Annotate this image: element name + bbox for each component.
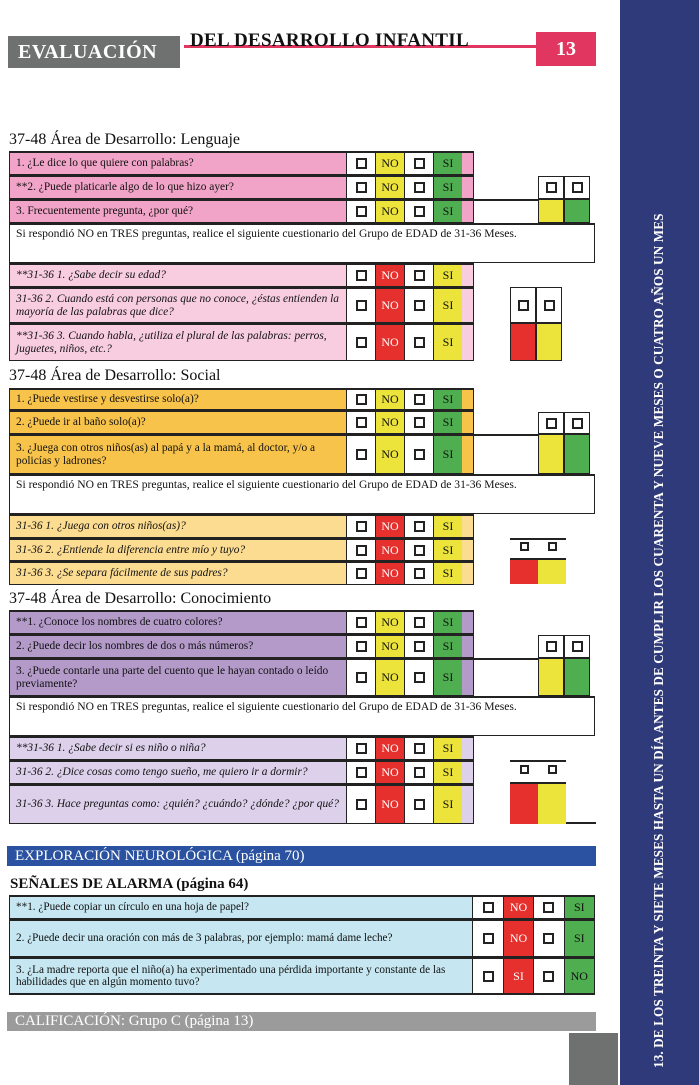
checkbox-no[interactable] bbox=[346, 201, 375, 222]
summary-checkbox[interactable] bbox=[548, 542, 557, 551]
question-row bbox=[9, 514, 474, 538]
instruction-note: Si respondió NO en TRES preguntas, realice el siguiente cuestionario del Grupo de EDAD de 31-36 Meses. bbox=[9, 474, 595, 514]
no-label: NO bbox=[375, 412, 404, 433]
question-row bbox=[9, 658, 474, 696]
no-label: NO bbox=[375, 612, 404, 633]
si-label: SI bbox=[433, 786, 462, 823]
checkbox-no[interactable] bbox=[346, 436, 375, 473]
question-text: 3. Frecuentemente pregunta, ¿por qué? bbox=[16, 205, 194, 218]
summary-box bbox=[538, 412, 590, 474]
summary-green bbox=[564, 658, 590, 696]
no-label: NO bbox=[375, 516, 404, 537]
summary-green bbox=[564, 199, 590, 223]
instruction-note: Si respondió NO en TRES preguntas, realice el siguiente cuestionario del Grupo de EDAD de 31-36 Meses. bbox=[9, 223, 595, 263]
alarm-question-text: 3. ¿La madre reporta que el niño(a) ha experimentado una pérdida importante y constante de las habilidades que en algún momento tuvo? bbox=[16, 963, 446, 988]
si-label: SI bbox=[503, 959, 533, 993]
checkbox-no[interactable] bbox=[346, 325, 375, 360]
checkbox-si[interactable] bbox=[404, 660, 433, 695]
no-label: NO bbox=[375, 636, 404, 657]
summary-yellow bbox=[536, 323, 562, 361]
si-label: SI bbox=[433, 325, 462, 360]
checkbox-si[interactable] bbox=[404, 177, 433, 198]
page-number: 13 bbox=[536, 32, 596, 66]
section-title-lenguaje: 37-48 Área de Desarrollo: Lenguaje bbox=[9, 131, 241, 148]
checkbox-no[interactable] bbox=[346, 412, 375, 433]
summary-checkbox[interactable] bbox=[536, 287, 562, 323]
summary-checkbox[interactable] bbox=[510, 287, 536, 323]
question-row bbox=[9, 434, 474, 474]
alarm-question-text: **1. ¿Puede copiar un círculo en una hoja de papel? bbox=[16, 901, 249, 914]
si-label: SI bbox=[433, 516, 462, 537]
si-label: SI bbox=[433, 762, 462, 783]
checkbox-si[interactable] bbox=[404, 265, 433, 286]
checkbox-si[interactable] bbox=[404, 786, 433, 823]
question-row bbox=[9, 263, 474, 287]
summary-checkbox[interactable] bbox=[538, 635, 564, 658]
checkbox-si[interactable] bbox=[404, 153, 433, 174]
no-label: NO bbox=[375, 177, 404, 198]
divider bbox=[474, 434, 538, 436]
checkbox-no[interactable] bbox=[346, 563, 375, 584]
section-title-social: 37-48 Área de Desarrollo: Social bbox=[9, 367, 221, 384]
checkbox-no[interactable] bbox=[346, 738, 375, 759]
summary-box bbox=[510, 760, 566, 824]
checkbox-no[interactable] bbox=[346, 289, 375, 322]
checkbox-no[interactable] bbox=[346, 612, 375, 633]
checkbox-no[interactable] bbox=[346, 636, 375, 657]
si-label: SI bbox=[433, 436, 462, 473]
checkbox-no[interactable] bbox=[346, 177, 375, 198]
question-text: **31-36 1. ¿Sabe decir su edad? bbox=[16, 269, 166, 282]
summary-yellow bbox=[538, 434, 564, 474]
divider bbox=[566, 822, 596, 824]
summary-rule bbox=[510, 760, 566, 762]
checkbox-si[interactable] bbox=[404, 636, 433, 657]
exploracion-bar: EXPLORACIÓN NEUROLÓGICA (página 70) bbox=[7, 846, 596, 866]
si-label: SI bbox=[433, 636, 462, 657]
question-text: **1. ¿Conoce los nombres de cuatro colores? bbox=[16, 616, 223, 629]
checkbox-si[interactable] bbox=[404, 516, 433, 537]
question-text: 2. ¿Puede ir al baño solo(a)? bbox=[16, 416, 146, 429]
si-label: SI bbox=[433, 412, 462, 433]
divider bbox=[474, 199, 538, 201]
no-label: NO bbox=[503, 897, 533, 918]
checkbox-no[interactable] bbox=[346, 786, 375, 823]
checkbox-no[interactable] bbox=[346, 762, 375, 783]
question-row bbox=[9, 634, 474, 658]
summary-yellow bbox=[538, 560, 566, 584]
summary-checkboxes bbox=[510, 542, 566, 551]
summary-checkbox[interactable] bbox=[564, 176, 590, 199]
checkbox-si[interactable] bbox=[533, 921, 563, 956]
summary-green bbox=[564, 434, 590, 474]
summary-red bbox=[510, 560, 538, 584]
summary-checkbox[interactable] bbox=[520, 542, 529, 551]
no-label: NO bbox=[375, 325, 404, 360]
question-row bbox=[9, 561, 474, 585]
corner-block bbox=[569, 1033, 618, 1085]
checkbox-si[interactable] bbox=[404, 390, 433, 409]
question-row bbox=[9, 610, 474, 634]
question-row bbox=[9, 410, 474, 434]
question-text: 31-36 2. ¿Dice cosas como tengo sueño, me quiero ir a dormir? bbox=[16, 766, 308, 779]
summary-box bbox=[538, 635, 590, 696]
alarma-title: SEÑALES DE ALARMA (página 64) bbox=[10, 876, 249, 892]
question-row bbox=[9, 760, 474, 784]
no-label: NO bbox=[375, 153, 404, 174]
no-label: NO bbox=[503, 921, 533, 956]
alarm-question-text: 2. ¿Puede decir una oración con más de 3 palabras, por ejemplo: mamá dame leche? bbox=[16, 932, 393, 945]
checkbox-no[interactable] bbox=[346, 516, 375, 537]
summary-box bbox=[510, 538, 566, 584]
calificacion-bar: CALIFICACIÓN: Grupo C (página 13) bbox=[7, 1012, 596, 1031]
no-label: NO bbox=[375, 436, 404, 473]
summary-checkboxes bbox=[510, 765, 566, 774]
checkbox-no[interactable] bbox=[346, 265, 375, 286]
question-row bbox=[9, 784, 474, 824]
si-label: SI bbox=[433, 612, 462, 633]
question-text: **2. ¿Puede platicarle algo de lo que hizo ayer? bbox=[16, 181, 234, 194]
question-row bbox=[9, 323, 474, 361]
question-text: 31-36 3. Hace preguntas como: ¿quién? ¿cuándo? ¿dónde? ¿por qué? bbox=[16, 798, 339, 811]
checkbox-si[interactable] bbox=[404, 325, 433, 360]
checkbox-no[interactable] bbox=[346, 153, 375, 174]
si-label: SI bbox=[433, 289, 462, 322]
header-eval-label: EVALUACIÓN bbox=[8, 36, 180, 68]
checkbox-si[interactable] bbox=[404, 762, 433, 783]
summary-checkbox[interactable] bbox=[548, 765, 557, 774]
no-label: NO bbox=[375, 390, 404, 409]
question-text: 31-36 2. Cuando está con personas que no conoce, ¿éstas entienden la mayoría de las palabras que dice? bbox=[16, 293, 339, 318]
question-row bbox=[9, 199, 474, 223]
checkbox-no[interactable] bbox=[533, 959, 563, 993]
instruction-note: Si respondió NO en TRES preguntas, realice el siguiente cuestionario del Grupo de EDAD de 31-36 Meses. bbox=[9, 696, 595, 736]
summary-red bbox=[510, 784, 538, 824]
question-text: 1. ¿Puede vestirse y desvestirse solo(a)? bbox=[16, 393, 199, 406]
alarm-row bbox=[9, 957, 595, 995]
checkbox-si[interactable] bbox=[404, 563, 433, 584]
checkbox-no[interactable] bbox=[472, 921, 502, 956]
no-label: NO bbox=[375, 738, 404, 759]
summary-checkbox[interactable] bbox=[520, 765, 529, 774]
no-label: NO bbox=[375, 786, 404, 823]
question-text: **31-36 3. Cuando habla, ¿utiliza el plural de las palabras: perros, juguetes, niños, etc.? bbox=[16, 330, 327, 355]
checkbox-si[interactable] bbox=[404, 738, 433, 759]
no-label: NO bbox=[375, 540, 404, 560]
question-row bbox=[9, 151, 474, 175]
question-text: 3. ¿Juega con otros niños(as) al papá y a la mamá, al doctor, y/o a policías y ladrones? bbox=[16, 442, 316, 467]
checkbox-si[interactable] bbox=[472, 959, 502, 993]
no-label: NO bbox=[375, 563, 404, 584]
question-row bbox=[9, 175, 474, 199]
no-label: NO bbox=[375, 201, 404, 222]
checkbox-no[interactable] bbox=[346, 660, 375, 695]
si-label: SI bbox=[433, 563, 462, 584]
checkbox-no[interactable] bbox=[472, 897, 502, 918]
page-title: DEL DESARROLLO INFANTIL bbox=[190, 30, 469, 51]
summary-box bbox=[538, 176, 590, 223]
checkbox-no[interactable] bbox=[346, 390, 375, 409]
checkbox-si[interactable] bbox=[404, 540, 433, 560]
no-label: NO bbox=[375, 660, 404, 695]
si-label: SI bbox=[433, 738, 462, 759]
no-label: NO bbox=[375, 265, 404, 286]
checkbox-si[interactable] bbox=[404, 201, 433, 222]
si-label: SI bbox=[433, 265, 462, 286]
question-text: 1. ¿Le dice lo que quiere con palabras? bbox=[16, 157, 194, 170]
question-row bbox=[9, 538, 474, 561]
summary-red bbox=[510, 323, 536, 361]
question-text: 3. ¿Puede contarle una parte del cuento que le hayan contado o leído previamente? bbox=[16, 665, 329, 690]
checkbox-si[interactable] bbox=[404, 612, 433, 633]
question-row bbox=[9, 736, 474, 760]
si-label: SI bbox=[433, 390, 462, 409]
section-title-conocimiento: 37-48 Área de Desarrollo: Conocimiento bbox=[9, 590, 272, 607]
summary-box bbox=[510, 287, 562, 361]
divider bbox=[474, 658, 538, 660]
summary-yellow bbox=[538, 199, 564, 223]
checkbox-si[interactable] bbox=[404, 436, 433, 473]
si-label: SI bbox=[433, 177, 462, 198]
alarm-row bbox=[9, 919, 595, 957]
summary-checkbox[interactable] bbox=[538, 412, 564, 434]
si-label: SI bbox=[564, 897, 594, 918]
checkbox-si[interactable] bbox=[404, 289, 433, 322]
si-label: SI bbox=[433, 660, 462, 695]
summary-yellow bbox=[538, 658, 564, 696]
si-label: SI bbox=[433, 540, 462, 560]
checkbox-si[interactable] bbox=[404, 412, 433, 433]
summary-checkbox[interactable] bbox=[538, 176, 564, 199]
question-text: 31-36 1. ¿Juega con otros niños(as)? bbox=[16, 520, 186, 533]
si-label: SI bbox=[564, 921, 594, 956]
question-text: 31-36 3. ¿Se separa fácilmente de sus padres? bbox=[16, 567, 228, 580]
summary-checkbox[interactable] bbox=[564, 635, 590, 658]
si-label: SI bbox=[433, 153, 462, 174]
no-label: NO bbox=[375, 762, 404, 783]
question-text: 2. ¿Puede decir los nombres de dos o más números? bbox=[16, 640, 254, 653]
no-label: NO bbox=[375, 289, 404, 322]
summary-yellow bbox=[538, 784, 566, 824]
si-label: SI bbox=[433, 201, 462, 222]
sidebar-caption: 13. DE LOS TREINTA Y SIETE MESES HASTA UN DÍA ANTES DE CUMPLIR LOS CUARENTA Y NUEVE MESES O CUATRO AÑOS UN MES bbox=[651, 213, 666, 1068]
checkbox-no[interactable] bbox=[346, 540, 375, 560]
question-text: 31-36 2. ¿Entiende la diferencia entre mío y tuyo? bbox=[16, 543, 246, 556]
summary-checkbox[interactable] bbox=[564, 412, 590, 434]
summary-rule bbox=[510, 538, 566, 540]
no-label: NO bbox=[564, 959, 594, 993]
question-row bbox=[9, 287, 474, 323]
alarm-row bbox=[9, 895, 595, 919]
question-text: **31-36 1. ¿Sabe decir si es niño o niña? bbox=[16, 742, 206, 755]
checkbox-si[interactable] bbox=[533, 897, 563, 918]
question-row bbox=[9, 388, 474, 410]
